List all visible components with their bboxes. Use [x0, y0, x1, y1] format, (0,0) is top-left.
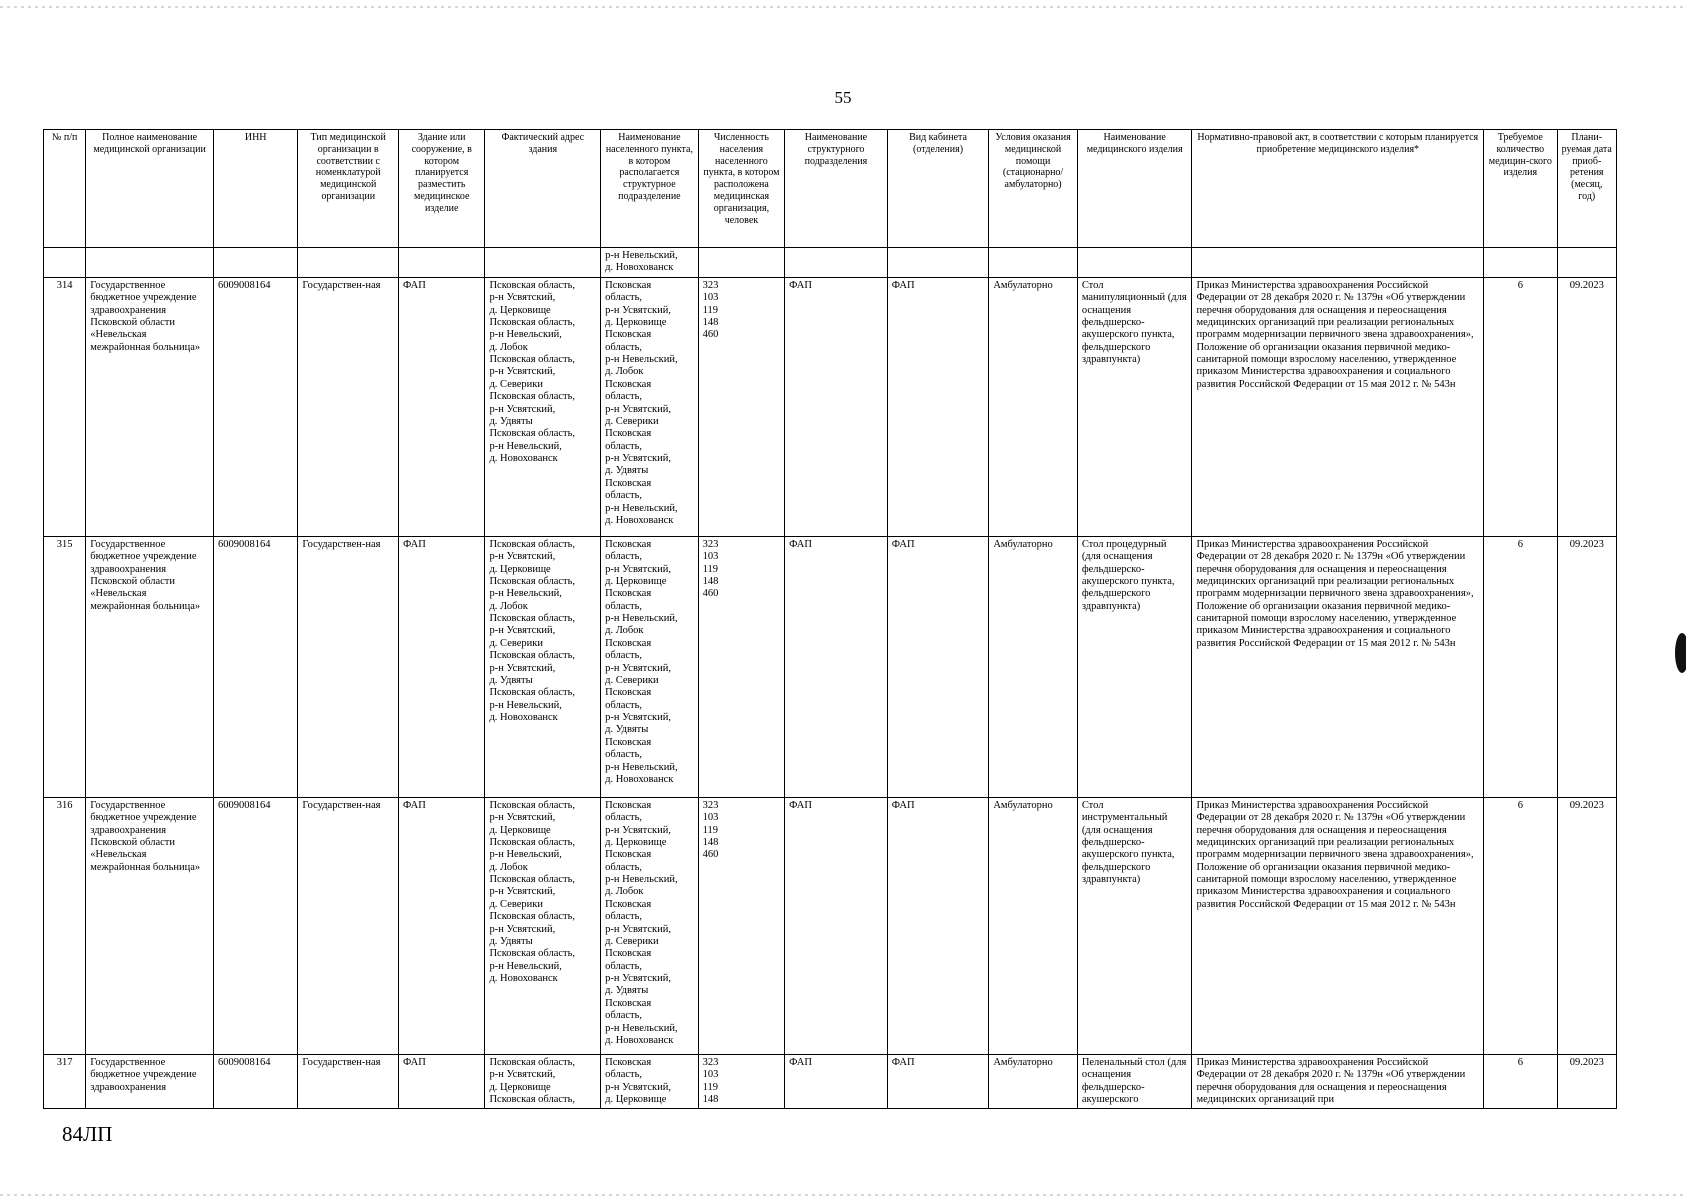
cell-inn: 6009008164 [213, 536, 297, 797]
header-conditions: Условия оказания медицинской помощи (стационарно/ амбулаторно) [989, 130, 1078, 248]
cell-num: 314 [44, 277, 86, 536]
cell-population: 323 103 119 148 460 [698, 797, 784, 1054]
cell-act: Приказ Министерства здравоохранения Российской Федерации от 28 декабря 2020 г. № 1379н «Об утверждении перечня оборудования для оснащения и переоснащения медицинских организаций при [1192, 1054, 1484, 1109]
cell-date: 09.2023 [1557, 536, 1616, 797]
cell-population: 323 103 119 148 460 [698, 277, 784, 536]
table-header-row [44, 130, 1617, 248]
table-row [44, 1054, 1617, 1109]
header-inn: ИНН [213, 130, 297, 248]
cell-address: Псковская область, р-н Усвятский, д. Церковище Псковская область, [485, 1054, 601, 1109]
cell-org: Государственное бюджетное учреждение здравоохранения Псковской области «Невельская межрайонная больница» [86, 797, 214, 1054]
cell-building: ФАП [398, 536, 484, 797]
cell-conditions: Амбулаторно [989, 536, 1078, 797]
scan-edge-top [0, 6, 1686, 8]
cell-inn: 6009008164 [213, 797, 297, 1054]
header-device: Наименование медицинского изделия [1077, 130, 1192, 248]
cell-conditions: Амбулаторно [989, 1054, 1078, 1109]
cell-address: Псковская область, р-н Усвятский, д. Церковище Псковская область, р-н Невельский, д. Лобок Псковская область, р-н Усвятский, д. Северики Псковская область, р-н Усвятский, д. Удвяты Псковская область, р-н Невельский, д. Новохованск [485, 536, 601, 797]
cell-subdivision: ФАП [785, 1054, 888, 1109]
cell-subdivision: ФАП [785, 797, 888, 1054]
cell-type: Государствен-ная [298, 1054, 399, 1109]
cell-inn: 6009008164 [213, 277, 297, 536]
header-act: Нормативно-правовой акт, в соответствии с которым планируется приобретение медицинского изделия* [1192, 130, 1484, 248]
cell-num: 317 [44, 1054, 86, 1109]
table-row [44, 277, 1617, 536]
cell-act: Приказ Министерства здравоохранения Российской Федерации от 28 декабря 2020 г. № 1379н «Об утверждении перечня оборудования для оснащения и переоснащения медицинских организаций при реализации региональных программ модернизации первичного звена здравоохранения», Положение об организации оказания первичной медико-санитарной помощи взрослому населению, утвержденное приказом Министерства здравоохранения и социального развития Российской Федерации от 15 мая 2012 г. № 543н [1192, 277, 1484, 536]
cell-date: 09.2023 [1557, 1054, 1616, 1109]
cell-device: Стол манипуляционный (для оснащения фельдшерско-акушерского пункта, фельдшерского здравпункта) [1077, 277, 1192, 536]
cell-building: ФАП [398, 277, 484, 536]
table-row [44, 536, 1617, 797]
cell-subdivision: ФАП [785, 277, 888, 536]
cell-address: Псковская область, р-н Усвятский, д. Церковище Псковская область, р-н Невельский, д. Лобок Псковская область, р-н Усвятский, д. Северики Псковская область, р-н Усвятский, д. Удвяты Псковская область, р-н Невельский, д. Новохованск [485, 797, 601, 1054]
header-subdivision: Наименование структурного подразделения [785, 130, 888, 248]
cell-building: ФАП [398, 1054, 484, 1109]
header-locality: Наименование населенного пункта, в котором располагается структурное подразделение [601, 130, 699, 248]
equipment-table [43, 129, 1617, 1109]
header-building: Здание или сооружение, в котором планируется разместить медицинское изделие [398, 130, 484, 248]
cell-subdivision: ФАП [785, 536, 888, 797]
cell-act: Приказ Министерства здравоохранения Российской Федерации от 28 декабря 2020 г. № 1379н «Об утверждении перечня оборудования для оснащения и переоснащения медицинских организаций при реализации региональных программ модернизации первичного звена здравоохранения», Положение об организации оказания первичной медико-санитарной помощи взрослому населению, утвержденное приказом Министерства здравоохранения и социального развития Российской Федерации от 15 мая 2012 г. № 543н [1192, 797, 1484, 1054]
header-population: Численность населения населенного пункта, в котором расположена медицинская организация, человек [698, 130, 784, 248]
cell-org: Государственное бюджетное учреждение здравоохранения Псковской области «Невельская межрайонная больница» [86, 536, 214, 797]
header-qty: Требуемое количество медицин-ского изделия [1484, 130, 1557, 248]
binder-hole-mark [1675, 633, 1686, 673]
cell-qty: 6 [1484, 536, 1557, 797]
cell-qty: 6 [1484, 797, 1557, 1054]
page-number: 55 [834, 88, 852, 107]
table-row [44, 797, 1617, 1054]
cell-device: Стол инструментальный (для оснащения фельдшерско-акушерского пункта, фельдшерского здравпункта) [1077, 797, 1192, 1054]
cell-org: Государственное бюджетное учреждение здравоохранения Псковской области «Невельская межрайонная больница» [86, 277, 214, 536]
header-num: № п/п [44, 130, 86, 248]
cell-org: Государственное бюджетное учреждение здравоохранения [86, 1054, 214, 1109]
table-row-continuation [44, 248, 1617, 278]
cell-locality: Псковская область, р-н Усвятский, д. Церковище [601, 1054, 699, 1109]
cell-qty: 6 [1484, 277, 1557, 536]
header-type: Тип медицинской организации в соответствии с номенклатурой медицинской организации [298, 130, 399, 248]
cell-conditions: Амбулаторно [989, 277, 1078, 536]
header-date: Плани-руемая дата приоб-ретения (месяц, год) [1557, 130, 1616, 248]
cell-address: Псковская область, р-н Усвятский, д. Церковище Псковская область, р-н Невельский, д. Лобок Псковская область, р-н Усвятский, д. Северики Псковская область, р-н Усвятский, д. Удвяты Псковская область, р-н Невельский, д. Новохованск [485, 277, 601, 536]
header-org: Полное наименование медицинской организации [86, 130, 214, 248]
cell-conditions: Амбулаторно [989, 797, 1078, 1054]
cell-type: Государствен-ная [298, 797, 399, 1054]
continuation-locality: р-н Невельский, д. Новохованск [601, 248, 699, 278]
cell-cabinet: ФАП [887, 797, 989, 1054]
cell-population: 323 103 119 148 460 [698, 536, 784, 797]
cell-num: 315 [44, 536, 86, 797]
cell-device: Стол процедурный (для оснащения фельдшерско-акушерского пункта, фельдшерского здравпункта) [1077, 536, 1192, 797]
cell-building: ФАП [398, 797, 484, 1054]
cell-num: 316 [44, 797, 86, 1054]
cell-act: Приказ Министерства здравоохранения Российской Федерации от 28 декабря 2020 г. № 1379н «Об утверждении перечня оборудования для оснащения и переоснащения медицинских организаций при реализации региональных программ модернизации первичного звена здравоохранения», Положение об организации оказания первичной медико-санитарной помощи взрослому населению, утвержденное приказом Министерства здравоохранения и социального развития Российской Федерации от 15 мая 2012 г. № 543н [1192, 536, 1484, 797]
document-code: 84ЛП [62, 1122, 113, 1146]
scan-edge-bottom [0, 1194, 1686, 1196]
header-address: Фактический адрес здания [485, 130, 601, 248]
cell-inn: 6009008164 [213, 1054, 297, 1109]
cell-qty: 6 [1484, 1054, 1557, 1109]
cell-cabinet: ФАП [887, 277, 989, 536]
cell-date: 09.2023 [1557, 797, 1616, 1054]
cell-device: Пеленальный стол (для оснащения фельдшерско-акушерского [1077, 1054, 1192, 1109]
cell-type: Государствен-ная [298, 277, 399, 536]
cell-cabinet: ФАП [887, 1054, 989, 1109]
header-cabinet: Вид кабинета (отделения) [887, 130, 989, 248]
cell-locality: Псковская область, р-н Усвятский, д. Церковище Псковская область, р-н Невельский, д. Лобок Псковская область, р-н Усвятский, д. Северики Псковская область, р-н Усвятский, д. Удвяты Псковская область, р-н Невельский, д. Новохованск [601, 536, 699, 797]
cell-date: 09.2023 [1557, 277, 1616, 536]
cell-population: 323 103 119 148 [698, 1054, 784, 1109]
cell-type: Государствен-ная [298, 536, 399, 797]
cell-cabinet: ФАП [887, 536, 989, 797]
cell-locality: Псковская область, р-н Усвятский, д. Церковище Псковская область, р-н Невельский, д. Лобок Псковская область, р-н Усвятский, д. Северики Псковская область, р-н Усвятский, д. Удвяты Псковская область, р-н Невельский, д. Новохованск [601, 277, 699, 536]
cell-locality: Псковская область, р-н Усвятский, д. Церковище Псковская область, р-н Невельский, д. Лобок Псковская область, р-н Усвятский, д. Северики Псковская область, р-н Усвятский, д. Удвяты Псковская область, р-н Невельский, д. Новохованск [601, 797, 699, 1054]
